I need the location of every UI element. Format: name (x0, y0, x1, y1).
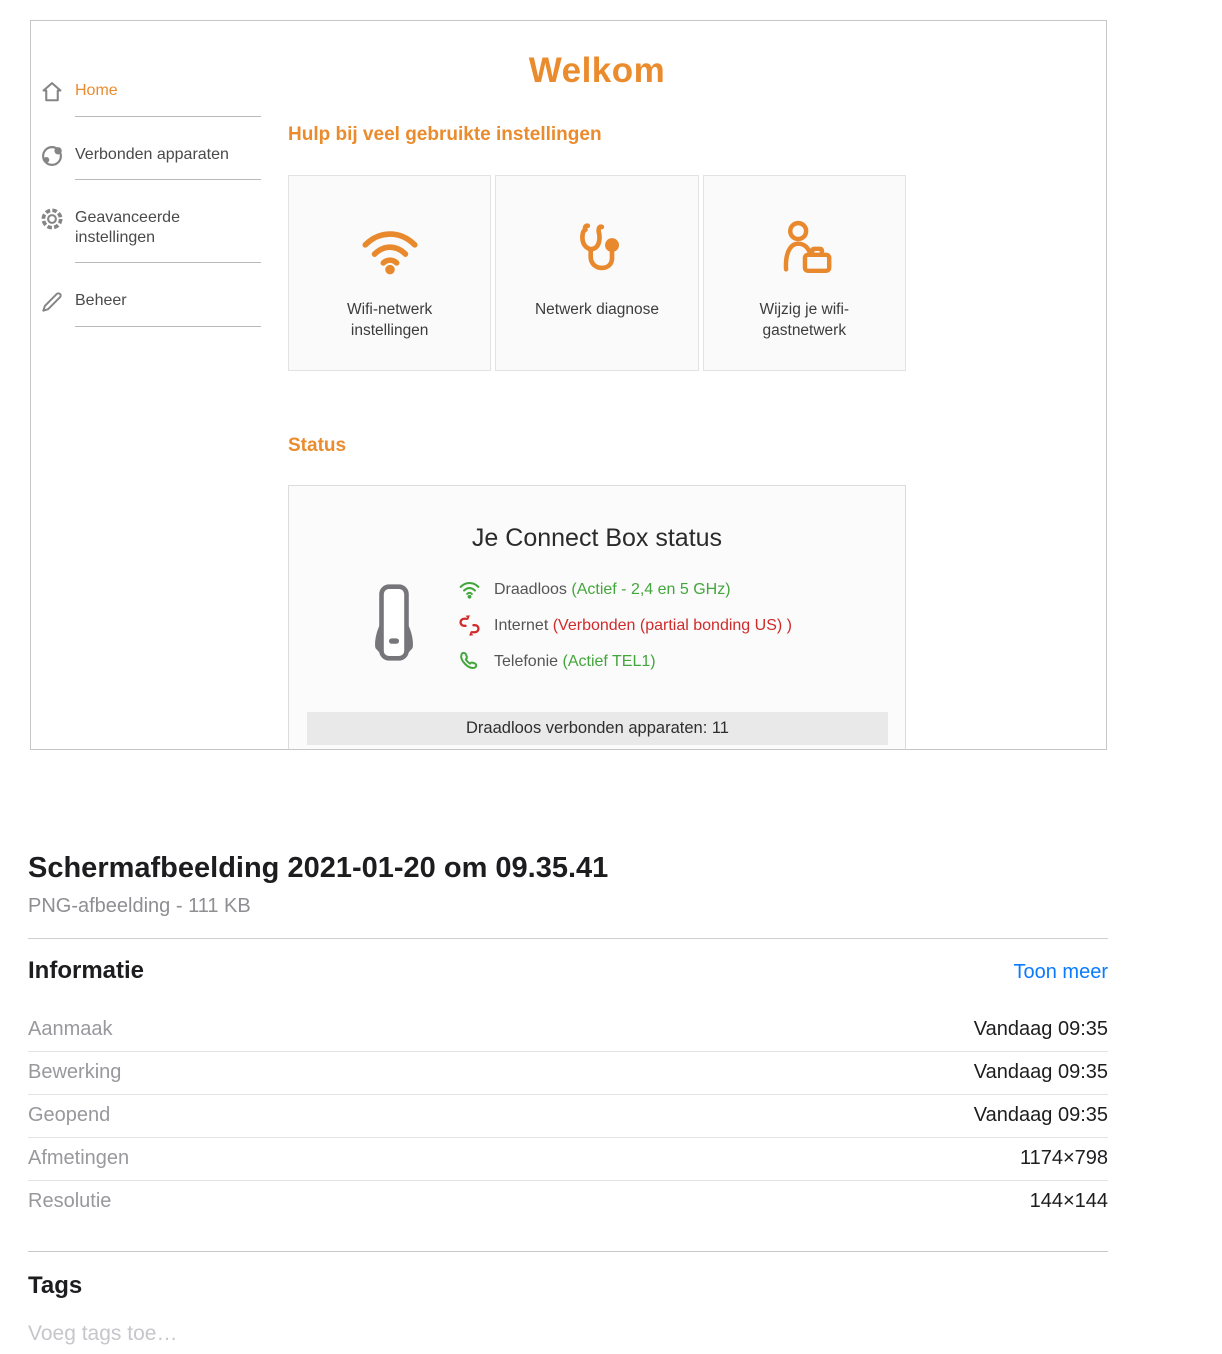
page-title: Welkom (528, 51, 666, 90)
card-label: Netwerk diagnose (534, 301, 660, 318)
info-table (28, 1009, 1108, 1223)
card-wifi-netwerk-instellingen[interactable] (288, 175, 491, 371)
connected-devices-banner: Draadloos verbonden apparaten: 11 (307, 712, 888, 745)
info-row-value: Vandaag 09:35 (973, 1104, 1108, 1127)
router-sidebar (39, 79, 261, 353)
file-subtitle: PNG-afbeelding - 111 KB (28, 895, 251, 918)
info-row-label: Afmetingen (28, 1147, 130, 1170)
status-row-telefonie (457, 649, 792, 674)
info-row-label: Bewerking (28, 1061, 122, 1084)
devices-icon (39, 143, 65, 169)
status-label: Telefonie (494, 652, 559, 670)
sidebar-item-label: Verbonden apparaten (75, 145, 229, 163)
gear-icon (39, 206, 65, 232)
wifi-icon (357, 214, 423, 284)
wifi-status-icon (457, 577, 482, 602)
quick-settings-cards (288, 175, 906, 371)
status-label: Draadloos (494, 580, 567, 598)
sidebar-item-label: Home (75, 82, 118, 99)
info-row-resolutie (28, 1181, 1108, 1223)
section-divider (28, 1251, 1108, 1252)
card-label: Wijzig je wifi-gastnetwerk (759, 301, 850, 339)
sidebar-item-home[interactable] (39, 79, 261, 117)
info-row-value: Vandaag 09:35 (973, 1061, 1108, 1084)
status-row-draadloos (457, 577, 792, 602)
info-row-label: Resolutie (28, 1190, 112, 1213)
status-card (288, 485, 906, 750)
sidebar-item-label: Geavanceerde instellingen (75, 209, 180, 246)
status-value: (Actief TEL1) (562, 652, 656, 670)
tags-input[interactable]: Voeg tags toe… (28, 1322, 178, 1346)
stethoscope-icon (566, 214, 628, 284)
info-row-value: 144×144 (1029, 1190, 1108, 1213)
info-row-bewerking (28, 1052, 1108, 1095)
info-row-afmetingen (28, 1138, 1108, 1181)
file-title: Schermafbeelding 2021-01-20 om 09.35.41 (28, 852, 609, 884)
info-row-aanmaak (28, 1009, 1108, 1052)
router-illustration (369, 575, 419, 675)
image-preview (30, 20, 1107, 750)
status-row-internet (457, 613, 792, 638)
sidebar-item-verbonden-apparaten[interactable] (39, 143, 261, 181)
status-value: (Actief - 2,4 en 5 GHz) (571, 580, 731, 598)
sidebar-item-beheer[interactable] (39, 289, 261, 327)
internet-status-icon (457, 613, 482, 638)
info-row-label: Geopend (28, 1104, 111, 1127)
guest-network-icon (773, 214, 835, 284)
card-wijzig-wifi-gastnetwerk[interactable] (703, 175, 906, 371)
file-info-pane (28, 852, 1108, 1346)
show-more-link[interactable]: Toon meer (1013, 961, 1108, 984)
status-heading: Status (288, 435, 347, 456)
section-divider (28, 938, 1108, 939)
info-heading: Informatie (28, 957, 145, 985)
info-row-geopend (28, 1095, 1108, 1138)
card-netwerk-diagnose[interactable] (495, 175, 698, 371)
status-card-title: Je Connect Box status (471, 524, 723, 552)
sidebar-item-label: Beheer (75, 292, 127, 310)
info-row-value: Vandaag 09:35 (973, 1018, 1108, 1041)
router-main (288, 21, 906, 750)
status-value: (Verbonden (partial bonding US) ) (552, 616, 792, 634)
info-row-label: Aanmaak (28, 1018, 113, 1041)
info-row-value: 1174×798 (1019, 1147, 1108, 1170)
card-label: Wifi-netwerk instellingen (347, 301, 433, 339)
pencil-icon (39, 289, 65, 315)
status-label: Internet (494, 616, 549, 634)
sidebar-item-geavanceerde-instellingen[interactable] (39, 206, 261, 263)
home-icon (39, 79, 65, 105)
quick-settings-heading: Hulp bij veel gebruikte instellingen (288, 124, 602, 145)
tags-heading: Tags (28, 1272, 83, 1300)
phone-status-icon (457, 649, 482, 674)
